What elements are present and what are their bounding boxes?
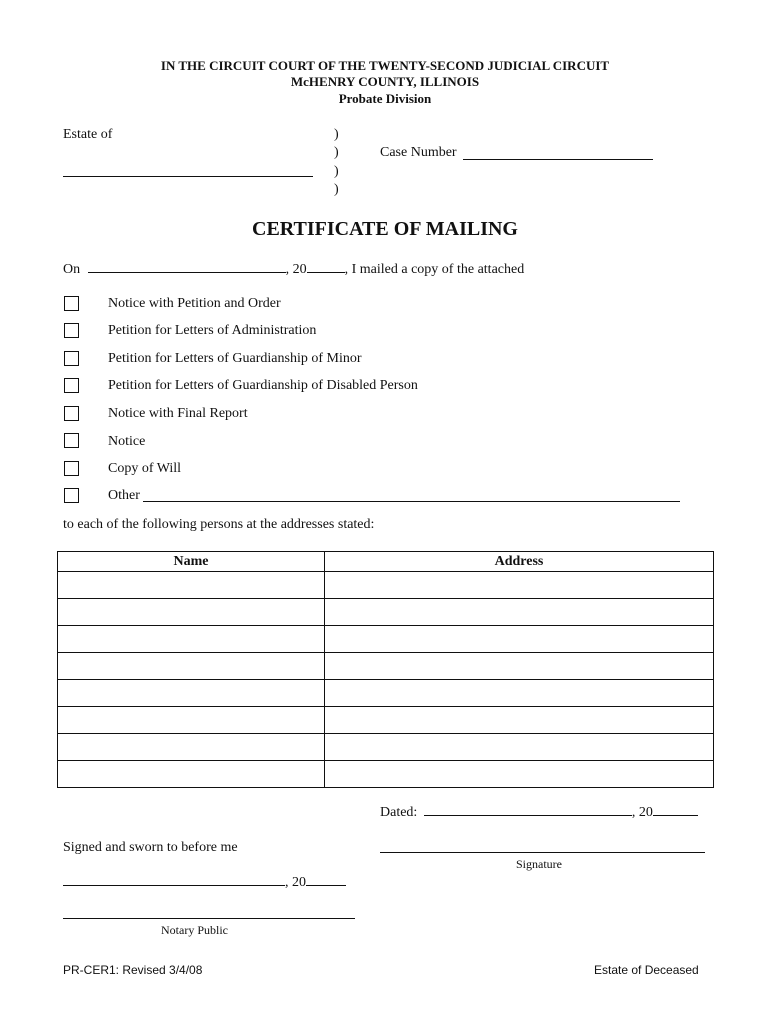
- address-cell[interactable]: [325, 761, 714, 788]
- case-number-label: Case Number: [380, 145, 457, 160]
- name-cell[interactable]: [58, 599, 325, 626]
- signature-label: Signature: [516, 857, 562, 871]
- mailing-year-prefix: , 20: [285, 262, 307, 277]
- mailing-date-line[interactable]: [88, 259, 286, 273]
- address-cell[interactable]: [325, 572, 714, 599]
- caption-paren: ): [334, 164, 339, 179]
- sworn-year-line[interactable]: [306, 872, 346, 886]
- form-category: Estate of Deceased: [594, 963, 699, 977]
- checkbox-final-report[interactable]: [64, 406, 79, 421]
- checklist-label: Petition for Letters of Administration: [108, 323, 317, 338]
- table-row: [58, 653, 714, 680]
- checklist-label: Notice with Final Report: [108, 406, 248, 421]
- checklist-label: Petition for Letters of Guardianship of Minor: [108, 351, 362, 366]
- sworn-year-prefix: , 20: [285, 875, 306, 890]
- address-column-header: Address: [325, 552, 714, 572]
- case-number-line[interactable]: [463, 159, 653, 160]
- other-line[interactable]: [143, 501, 680, 502]
- table-row: [58, 734, 714, 761]
- name-cell[interactable]: [58, 653, 325, 680]
- name-cell[interactable]: [58, 572, 325, 599]
- checklist-label: Other: [108, 488, 140, 503]
- checkbox-copy-of-will[interactable]: [64, 461, 79, 476]
- table-row: [58, 761, 714, 788]
- caption-paren: ): [334, 182, 339, 197]
- checklist-label: Notice: [108, 434, 146, 449]
- table-row: [58, 599, 714, 626]
- dated-year-prefix: , 20: [631, 805, 653, 820]
- checkbox-notice-petition-order[interactable]: [64, 296, 79, 311]
- recipients-table: [57, 551, 714, 788]
- name-cell[interactable]: [58, 761, 325, 788]
- table-row: [58, 572, 714, 599]
- checklist-label: Copy of Will: [108, 461, 182, 476]
- mailed-text: , I mailed a copy of the attached: [344, 262, 525, 277]
- document-title: CERTIFICATE OF MAILING: [252, 218, 518, 240]
- checkbox-letters-administration[interactable]: [64, 323, 79, 338]
- name-column-header: Name: [58, 552, 325, 572]
- sworn-date-field[interactable]: [63, 872, 285, 886]
- checklist-label: Notice with Petition and Order: [108, 296, 281, 311]
- address-cell[interactable]: [325, 734, 714, 761]
- address-cell[interactable]: [325, 680, 714, 707]
- dated-label: Dated:: [380, 805, 418, 820]
- checkbox-other[interactable]: [64, 488, 79, 503]
- notary-label: Notary Public: [161, 923, 228, 937]
- division-heading: Probate Division: [338, 91, 432, 106]
- signature-line[interactable]: [380, 852, 705, 853]
- name-cell[interactable]: [58, 734, 325, 761]
- checkbox-guardianship-disabled[interactable]: [64, 378, 79, 393]
- mailing-year-line[interactable]: [307, 259, 345, 273]
- dated-date-line[interactable]: [424, 802, 632, 816]
- name-cell[interactable]: [58, 707, 325, 734]
- on-label: On: [63, 262, 81, 277]
- checklist-label: Petition for Letters of Guardianship of Disabled Person: [108, 378, 418, 393]
- address-cell[interactable]: [325, 707, 714, 734]
- sworn-date-line: [63, 872, 346, 892]
- table-row: [58, 626, 714, 653]
- table-row: [58, 707, 714, 734]
- sworn-label: Signed and sworn to before me: [63, 840, 238, 855]
- name-cell[interactable]: [58, 680, 325, 707]
- table-row: [58, 680, 714, 707]
- caption-paren: ): [334, 127, 339, 142]
- county-heading: McHENRY COUNTY, ILLINOIS: [290, 74, 480, 89]
- checkbox-notice[interactable]: [64, 433, 79, 448]
- notary-signature-line[interactable]: [63, 918, 355, 919]
- recipients-intro: to each of the following persons at the addresses stated:: [63, 517, 375, 532]
- court-heading: IN THE CIRCUIT COURT OF THE TWENTY-SECOND JUDICIAL CIRCUIT: [160, 58, 610, 73]
- dated-year-line[interactable]: [653, 802, 698, 816]
- address-cell[interactable]: [325, 626, 714, 653]
- address-cell[interactable]: [325, 599, 714, 626]
- form-revision: PR-CER1: Revised 3/4/08: [63, 963, 203, 977]
- address-cell[interactable]: [325, 653, 714, 680]
- checkbox-guardianship-minor[interactable]: [64, 351, 79, 366]
- mailing-statement: [63, 259, 524, 279]
- table-header-row: [58, 552, 714, 572]
- caption-paren: ): [334, 145, 339, 160]
- estate-of-label: Estate of: [63, 127, 113, 142]
- estate-name-line[interactable]: [63, 176, 313, 177]
- name-cell[interactable]: [58, 626, 325, 653]
- dated-line: [380, 802, 698, 822]
